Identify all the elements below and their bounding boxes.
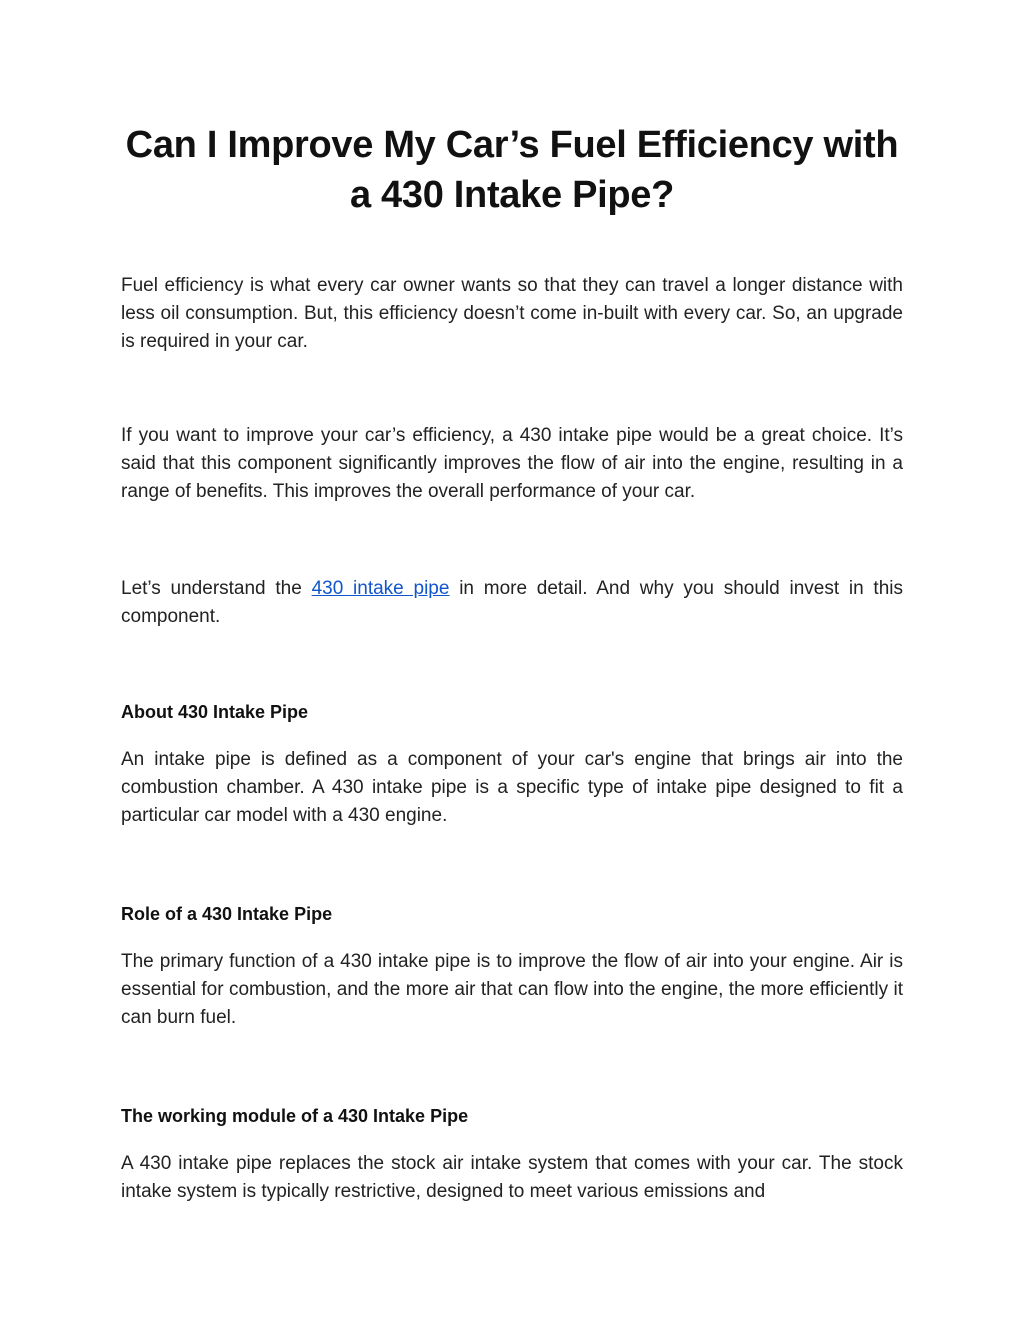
role-paragraph: The primary function of a 430 intake pipe is to improve the flow of air into your engine. Air is essential for combustion, and the more air that can flow into the engine, the more efficiently it can burn fuel. — [121, 951, 903, 1028]
about-paragraph: An intake pipe is defined as a component of your car's engine that brings air into the combustion chamber. A 430 intake pipe is a specific type of intake pipe designed to fit a particular car model with a 430 engine. — [121, 749, 903, 826]
efficiency-paragraph: If you want to improve your car’s efficiency, a 430 intake pipe would be a great choice. It’s said that this component significantly improves the flow of air into the engine, resulting in a range of benefits. This improves the overall performance of your car. — [121, 425, 903, 502]
document-page — [121, 0, 903, 1206]
heading-role: Role of a 430 Intake Pipe — [121, 904, 333, 924]
intro-paragraph: Fuel efficiency is what every car owner wants so that they can travel a longer distance with less oil consumption. But, this efficiency doesn’t come in-built with every car. So, an upgrade is required in your car. — [121, 275, 903, 352]
intake-pipe-link[interactable]: 430 intake pipe — [311, 578, 450, 599]
understand-text-before: Let’s understand the — [121, 578, 312, 599]
heading-about: About 430 Intake Pipe — [121, 702, 309, 722]
understand-paragraph — [121, 575, 903, 631]
title-line-1: Can I Improve My Car’s Fuel Efficiency with — [125, 124, 899, 166]
title-line-2: a 430 Intake Pipe? — [349, 174, 675, 216]
understand-text-after: in more detail. And why you should invest in this component. — [121, 578, 903, 627]
page-title — [121, 120, 903, 220]
working-module-paragraph: A 430 intake pipe replaces the stock air intake system that comes with your car. The stock intake system is typically restrictive, designed to meet various emissions and — [121, 1153, 903, 1202]
heading-working-module: The working module of a 430 Intake Pipe — [121, 1106, 469, 1126]
